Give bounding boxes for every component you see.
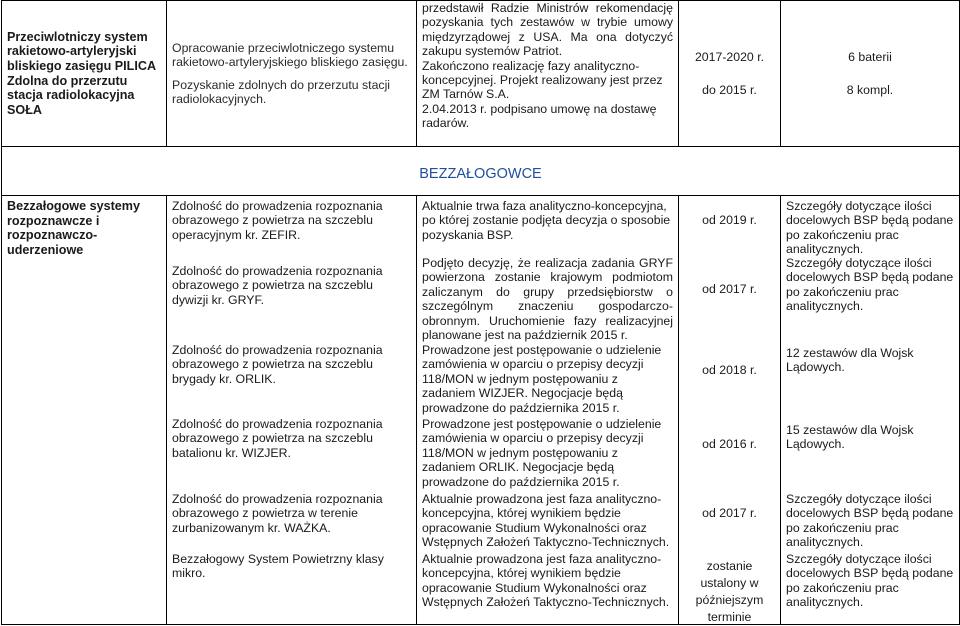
capability-text: Zdolność do prowadzenia rozpoznania obrazowego z powietrza na szczeblu operacyjnym kr. ZEFIR.: [172, 199, 383, 242]
table-row-bsp: [2, 196, 960, 625]
capability-text: Zdolność do prowadzenia rozpoznania obrazowego z powietrza na szczeblu brygady kr. ORLIK.: [172, 343, 383, 386]
status-text: Prowadzone jest postępowanie o udzielenie zamówienia w oparciu o przepisy decyzji 118/MON w jednym postępowaniu z zadaniem ORLIK. Negocjacje będą prowadzone do października 2015 r.: [422, 417, 662, 489]
status-text: Aktualnie trwa faza analityczno-koncepcyjna, po której zostanie podjęta decyzja o sposobie pozyskania BSP.: [422, 199, 671, 242]
quantity-text: 15 zestawów dla Wojsk Lądowych.: [786, 423, 914, 452]
capability-cell: [167, 196, 417, 625]
quantity-cell: [781, 196, 960, 625]
status-text: Zakończono realizację fazy analityczno-koncepcyjnej. Projekt realizowany jest przez ZM Tarnów S.A.: [422, 58, 663, 102]
quantity-text: Szczegóły dotyczące ilości docelowych BSP będą podane po zakończeniu prac analitycznych.: [786, 492, 954, 550]
term-text: od 2016 r.: [702, 437, 757, 451]
section-header: BEZZAŁOGOWCE: [2, 147, 960, 196]
term-text: od 2017 r.: [702, 282, 757, 296]
term-cell: [679, 196, 781, 625]
term-cell: [679, 1, 781, 147]
capability-text: Zdolność do prowadzenia rozpoznania obrazowego z powietrza w terenie zurbanizowanym kr. WAŻKA.: [172, 492, 383, 535]
status-cell: [417, 196, 679, 625]
term-text: od 2018 r.: [702, 363, 757, 377]
term-text: od 2019 r.: [702, 213, 757, 227]
category-cell: [2, 1, 167, 147]
term-text: zostanie ustalony w późniejszym terminie: [695, 559, 764, 624]
capability-text: Zdolność do prowadzenia rozpoznania obrazowego z powietrza na szczeblu batalionu kr. WIZJER.: [172, 417, 383, 460]
status-text: 2.04.2013 r. podpisano umowę na dostawę radarów.: [422, 101, 657, 131]
status-text: przedstawił Radzie Ministrów rekomendację pozyskania tych zestawów w trybie umowy międzyrządowej z USA. Ma ona dotyczyć zakupu systemów Patriot.: [422, 1, 673, 59]
section-header-row: [2, 147, 960, 196]
status-text: Aktualnie prowadzona jest faza analityczno-koncepcyjna, której wynikiem będzie opracowanie Studium Wykonalności oraz Wstępnych Założeń Taktyczno-Technicznych.: [422, 552, 670, 610]
quantity-text: 12 zestawów dla Wojsk Lądowych.: [786, 346, 914, 375]
category-label: Bezzałogowe systemy rozpoznawcze i rozpoznawczo-uderzeniowe: [7, 199, 140, 257]
quantity-text: Szczegóły dotyczące ilości docelowych BSP będą podane po zakończeniu prac analitycznych.: [786, 552, 954, 610]
capability-text: Bezzałogowy System Powietrzny klasy mikro.: [172, 552, 384, 581]
status-text: Podjęto decyzję, że realizacja zadania GRYF powierzona zostanie krajowym podmiotom zaliczanym do grupy przedsiębiorstw o szczególnym znaczeniu gospodarczo-obronnym. Uruchomienie fazy realizacyjnej planowane jest na październik 2015 r.: [422, 256, 673, 343]
term-text: od 2017 r.: [702, 506, 757, 520]
quantity-text: Szczegóły dotyczące ilości docelowych BSP będą podane po zakończeniu prac analitycznych.: [786, 256, 954, 314]
quantity-cell: [781, 1, 960, 147]
capability-cell: [167, 1, 417, 147]
term-text: 2017-2020 r.: [694, 50, 765, 65]
capability-text: Opracowanie przeciwlotniczego systemu rakietowo-artyleryjskiego bliskiego zasięgu.: [172, 40, 408, 70]
quantity-text: 8 kompl.: [846, 82, 894, 97]
programs-table: [1, 0, 960, 625]
status-cell: [417, 1, 679, 147]
status-text: Prowadzone jest postępowanie o udzielenie zamówienia w oparciu o przepisy decyzji 118/MON w jednym postępowaniu z zadaniem WIZJER. Negocjacje będą prowadzone do października 2015 r.: [422, 343, 662, 415]
quantity-text: Szczegóły dotyczące ilości docelowych BSP będą podane po zakończeniu prac analitycznych.: [786, 199, 954, 257]
category-label: Przeciwlotniczy system rakietowo-artyleryjski bliskiego zasięgu PILICA Zdolna do przerzutu stacja radiolokacyjna SOŁA: [7, 29, 156, 117]
capability-text: Pozyskanie zdolnych do przerzutu stacji radiolokacyjnych.: [172, 77, 391, 106]
table-row-pilica-sola: [2, 1, 960, 147]
capability-text: Zdolność do prowadzenia rozpoznania obrazowego z powietrza na szczeblu dywizji kr. GRYF.: [172, 264, 383, 307]
quantity-text: 6 baterii: [848, 50, 892, 65]
status-text: Aktualnie prowadzona jest faza analityczno-koncepcyjna, której wynikiem będzie opracowanie Studium Wykonalności oraz Wstępnych Założeń Taktyczno-Technicznych.: [422, 492, 670, 550]
category-cell: [2, 196, 167, 625]
term-text: do 2015 r.: [702, 82, 757, 97]
